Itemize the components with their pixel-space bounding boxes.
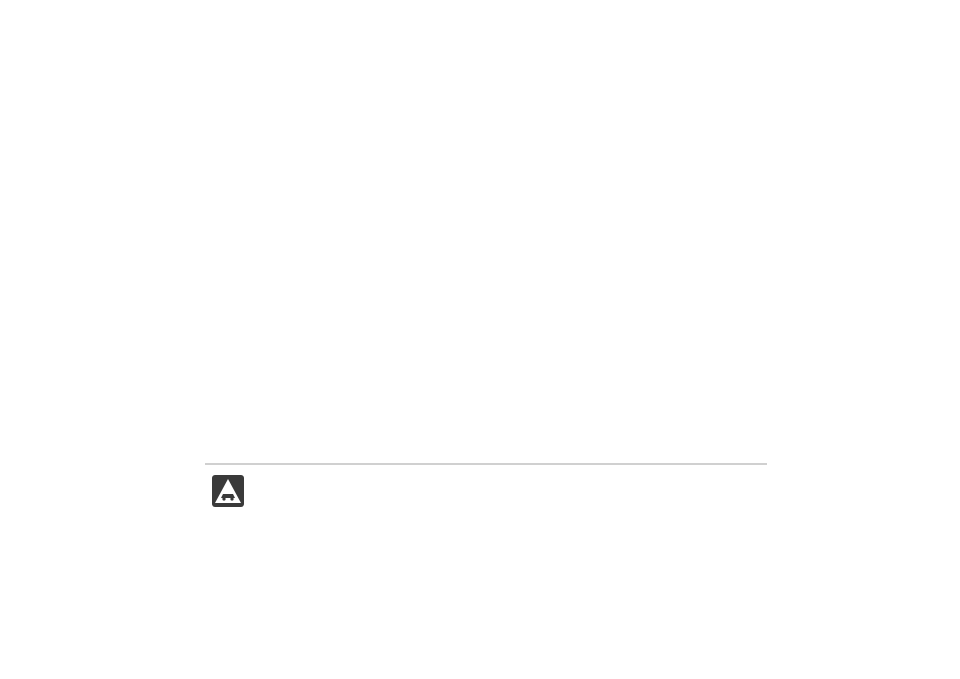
- warning-box: [205, 463, 767, 521]
- warning-triangle-car-icon: [212, 475, 244, 507]
